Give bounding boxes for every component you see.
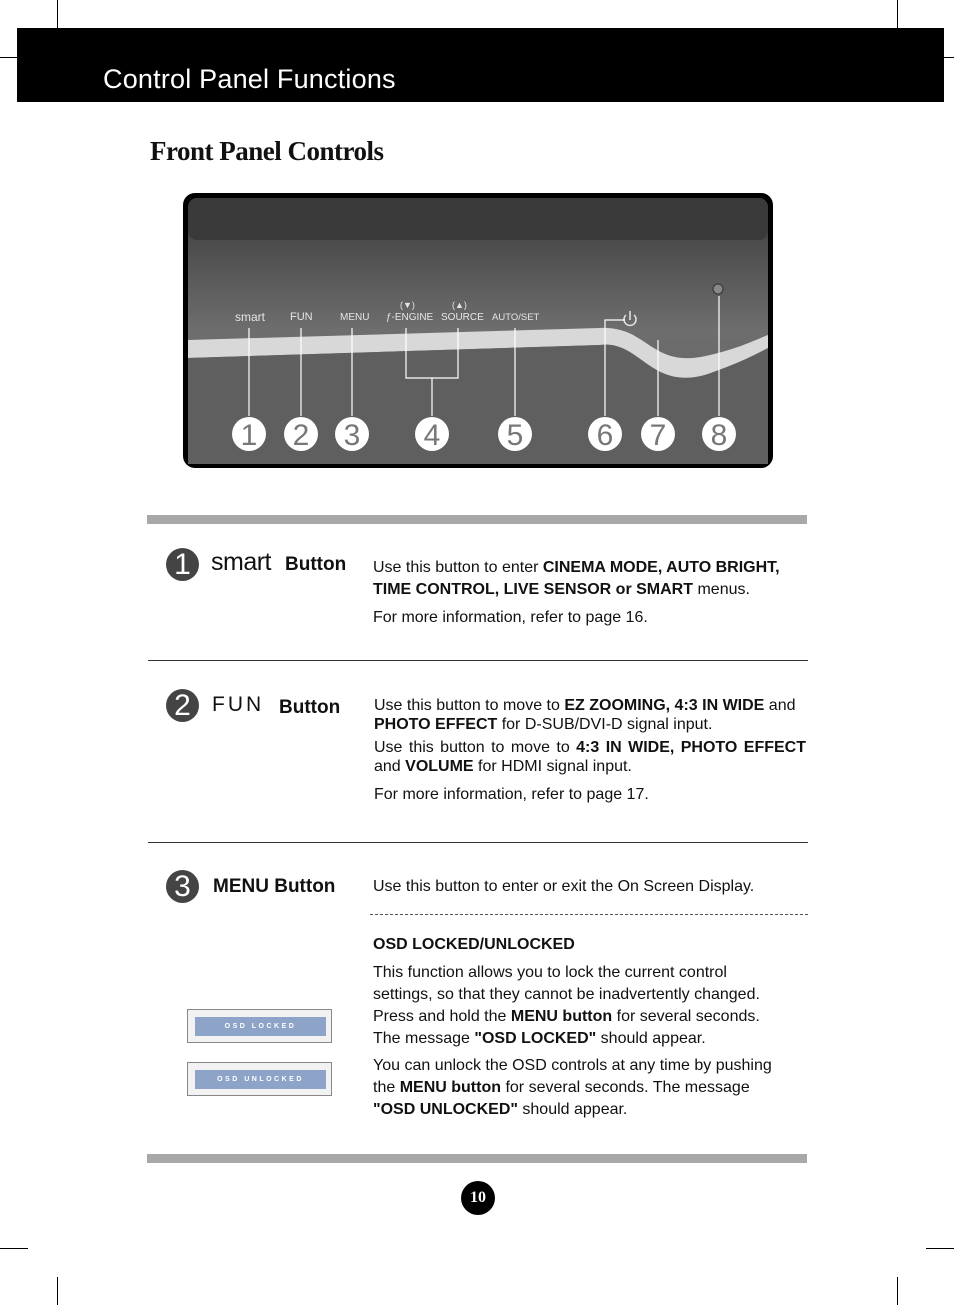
page-header-title: Control Panel Functions (103, 64, 396, 94)
callout-8: 8 (710, 419, 728, 452)
osd-lock-description: This function allows you to lock the current control settings, so that they cannot be inadvertently changed. Press and hold the MENU button for several seconds. The message "OSD LOCKED" should appear. (373, 964, 760, 1047)
menu-button-label: MENU Button (213, 876, 336, 897)
osd-locked-message (187, 1009, 332, 1043)
divider (148, 660, 808, 661)
section-divider-bottom (147, 1154, 807, 1163)
section-divider-top (147, 515, 807, 524)
fun-logo-icon: FUN (212, 693, 265, 716)
callout-7: 7 (649, 419, 667, 452)
item-number-badge: 2 (166, 689, 199, 722)
fun-button-reference: For more information, refer to page 17. (374, 786, 649, 803)
smart-logo-icon: smart (211, 548, 271, 576)
osd-unlocked-text: OSD UNLOCKED (195, 1070, 326, 1089)
dashed-divider (370, 914, 808, 915)
menu-button-description: Use this button to enter or exit the On Screen Display. (373, 878, 755, 895)
osd-locked-text: OSD LOCKED (195, 1017, 326, 1036)
panel-engine-arrow: (▼) (400, 300, 415, 310)
power-led-icon (713, 284, 723, 294)
crop-mark (57, 0, 58, 28)
panel-menu-label: MENU (340, 312, 370, 323)
osd-lock-heading: OSD LOCKED/UNLOCKED (373, 936, 575, 953)
fun-button-description-hdmi: Use this button to move to 4:3 IN WIDE, PHOTO EFFECT and VOLUME for HDMI signal input. (374, 739, 806, 775)
crop-mark (897, 0, 898, 28)
panel-smart-label: smart (235, 310, 265, 324)
fun-button-label: Button (279, 697, 341, 718)
crop-mark (897, 1277, 898, 1305)
panel-source-arrow: (▲) (452, 300, 467, 310)
crop-mark (57, 1277, 58, 1305)
smart-button-reference: For more information, refer to page 16. (373, 609, 648, 626)
callout-4: 4 (423, 419, 441, 452)
item-number-badge: 3 (166, 870, 199, 903)
front-panel-illustration (180, 190, 778, 474)
panel-engine-label: ƒ-ENGINE (386, 312, 434, 323)
callout-6: 6 (596, 419, 614, 452)
panel-autoset-label: AUTO/SET (492, 312, 540, 323)
crop-mark (926, 1248, 954, 1249)
fun-button-description-dsub: Use this button to move to EZ ZOOMING, 4:3 IN WIDE and PHOTO EFFECT for D-SUB/DVI-D signal input. (374, 697, 796, 733)
panel-fun-label: FUN (290, 311, 313, 323)
section-title: Front Panel Controls (150, 136, 384, 166)
callout-3: 3 (343, 419, 361, 452)
callout-2: 2 (292, 419, 310, 452)
callout-5: 5 (506, 419, 524, 452)
crop-mark (0, 1248, 28, 1249)
page-number: 10 (461, 1181, 495, 1215)
smart-button-description: Use this button to enter CINEMA MODE, AUTO BRIGHT, TIME CONTROL, LIVE SENSOR or SMART menus. (373, 559, 780, 598)
item-number-badge: 1 (166, 548, 199, 581)
crop-mark (0, 57, 17, 58)
smart-button-label: Button (285, 554, 347, 575)
divider (148, 842, 808, 843)
callout-1: 1 (240, 419, 258, 452)
osd-unlock-description: You can unlock the OSD controls at any time by pushing the MENU button for several seconds. The message "OSD UNLOCKED" should appear. (373, 1057, 772, 1118)
panel-source-label: SOURCE (441, 312, 484, 323)
osd-unlocked-message (187, 1062, 332, 1096)
